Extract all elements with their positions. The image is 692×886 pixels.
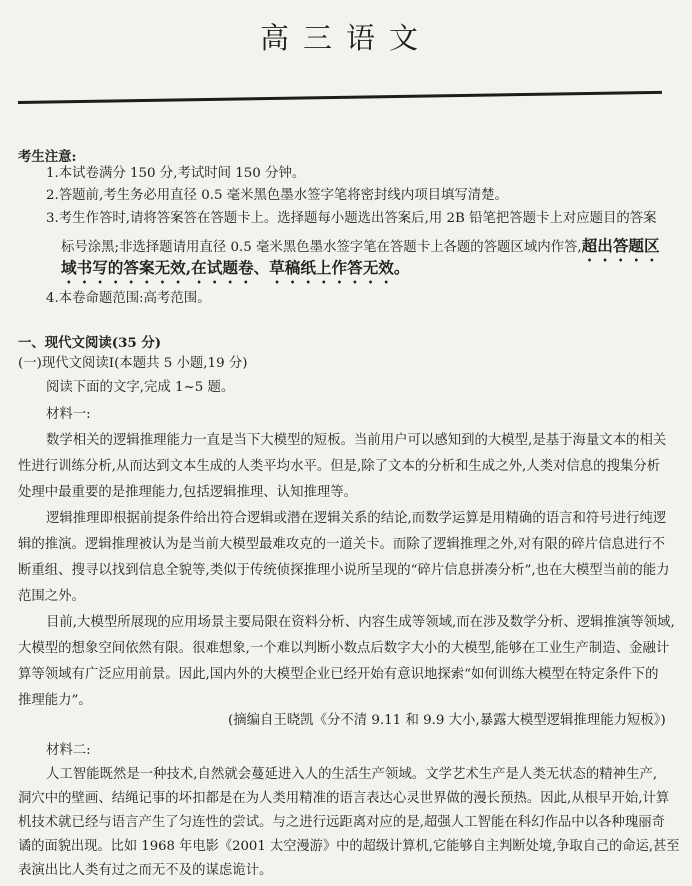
paragraph-line: 人工智能既然是一种技术,自然就会蔓延进入人的生活生产领域。文学艺术生产是人类无状态的精神生产, — [46, 767, 658, 782]
paragraph-line: 表演出比人类有过之而无不及的谋虑诡计。 — [18, 863, 273, 878]
paragraph-line: 算等领域有广泛应用前景。因此,国内外的大模型企业已经开始有意识地探索“如何训练大模型在特定条件下的 — [18, 667, 659, 682]
notice-emphasis-2: 域书写的答案无效,在试题卷、草稿纸上作答无效。 — [61, 258, 410, 277]
section-heading: 一、现代文阅读(35 分) — [18, 335, 162, 351]
notice-item-4: 4.本卷命题范围:高考范围。 — [46, 291, 211, 306]
paragraph-line: 断重组、搜寻以找到信息全貌等,类似于传统侦探推理小说所呈现的“碎片信息拼凑分析”,也在大模型当前的能力 — [18, 563, 670, 578]
material-2-label: 材料二: — [46, 743, 91, 758]
paragraph-line: 大模型的想象空间依然有限。很难想象,一个难以判断小数点后数字大小的大模型,能够在工业生产制造、金融计 — [18, 641, 670, 656]
source-citation: (摘编自王晓凯《分不清 9.11 和 9.9 大小,暴露大模型逻辑推理能力短板》) — [228, 713, 666, 728]
title-divider — [18, 91, 662, 104]
paragraph-line: 逻辑推理即根据前提条件给出符合逻辑或潜在逻辑关系的结论,而数学运算是用精确的语言和符号进行纯逻 — [46, 511, 667, 526]
notice-emphasis-1: 超出答题区 — [581, 236, 660, 255]
notice-item-3-text: 标号涂黑;非选择题请用直径 0.5 毫米黑色墨水签字笔在答题卡上各题的答题区域内作答, — [61, 240, 582, 255]
paragraph-line: 性进行训练分析,从而达到文本生成的人类平均水平。但是,除了文本的分析和生成之外,人类对信息的搜集分析 — [18, 459, 661, 474]
paragraph-line: 洞穴中的壁画、结绳记事的坏扣都是在为人类用精准的语言表达心灵世界做的漫长预热。因此,从根早开始,计算 — [18, 791, 670, 806]
paragraph-line: 数学相关的逻辑推理能力一直是当下大模型的短板。当前用户可以感知到的大模型,是基于海量文本的相关 — [46, 433, 667, 448]
paragraph-line: 谲的面貌出现。比如 1968 年电影《2001 太空漫游》中的超级计算机,它能够自主判断处境,争取自己的命运,甚至 — [18, 839, 680, 854]
paragraph-line: 辑的推演。逻辑推理被认为是当前大模型最难攻克的一道关卡。而除了逻辑推理之外,对有限的碎片信息进行不 — [18, 537, 666, 552]
material-1-label: 材料一: — [46, 407, 91, 422]
instruction: 阅读下面的文字,完成 1~5 题。 — [46, 380, 235, 395]
notice-heading: 考生注意: — [18, 149, 77, 165]
notice-item-1: 1.本试卷满分 150 分,考试时间 150 分钟。 — [46, 166, 306, 181]
paragraph-line: 范围之外。 — [18, 589, 85, 604]
paragraph-line: 目前,大模型所展现的应用场景主要局限在资料分析、内容生成等领域,而在涉及数学分析、逻辑推演等领域, — [46, 615, 675, 630]
notice-item-2: 2.答题前,考生务必用直径 0.5 毫米黑色墨水签字笔将密封线内项目填写清楚。 — [46, 188, 508, 203]
paragraph-line: 处理中最重要的是推理能力,包括逻辑推理、认知推理等。 — [18, 485, 358, 500]
page-title: 高三语文 — [259, 21, 432, 55]
paragraph-line: 推理能力”。 — [18, 693, 92, 708]
section-subheading: (一)现代文阅读Ⅰ(本题共 5 小题,19 分) — [18, 356, 248, 371]
notice-item-3-line-1: 3.考生作答时,请将答案答在答题卡上。选择题每小题选出答案后,用 2B 铅笔把答题卡上对应题目的答案 — [46, 211, 657, 226]
paragraph-line: 机技术就已经与语言产生了匀连性的尝试。与之进行远距离对应的是,超强人工智能在科幻作品中以各种瑰丽奇 — [18, 815, 666, 830]
